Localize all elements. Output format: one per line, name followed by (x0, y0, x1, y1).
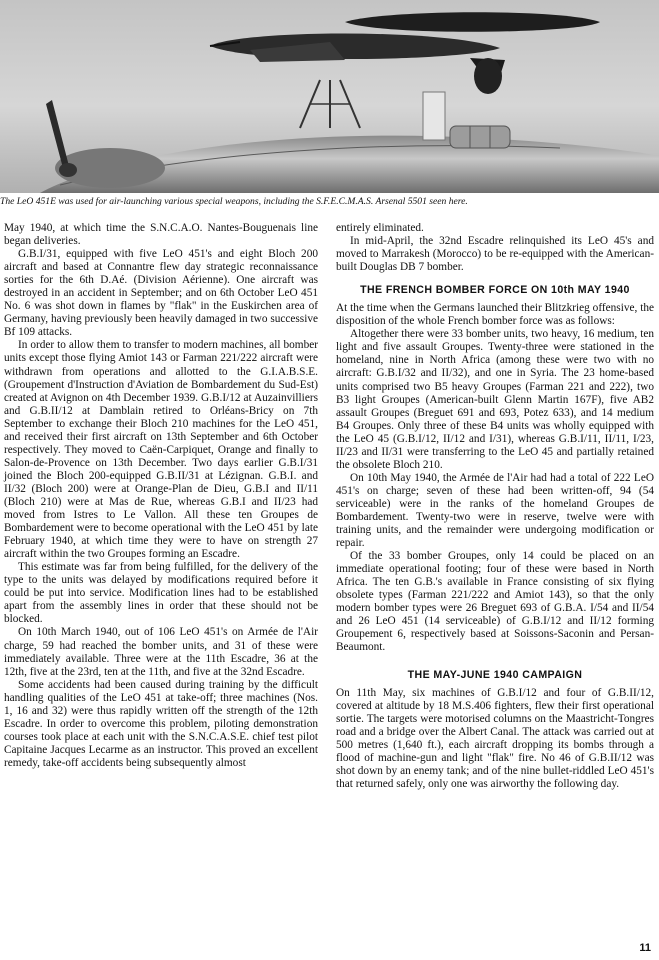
aircraft-photo (0, 0, 659, 193)
paragraph: On 11th May, six machines of G.B.I/12 and four of G.B.II/12, covered at altitude by 18 M.S.406 fighters, flew their first operational sortie. The targets were motorised columns on the Maastricht-Tongres road and a bridge over the Albert Canal. The attack was carried out at 500 metres (1,640 ft.), each aircraft dropping its bombs through a flood of machine-gun and light "flak" fire. No 46 of G.B.II/12 was shot down by an enemy tank; and of the nine bullet-riddled LeO 451's that returned safely, only one was airworthy the following day. (336, 686, 654, 790)
paragraph: In mid-April, the 32nd Escadre relinquished its LeO 45's and moved to Marrakesh (Morocco) to be re-equipped with the American-built Douglas DB 7 bomber. (336, 235, 654, 274)
paragraph: Of the 33 bomber Groupes, only 14 could be placed on an immediate operational footing; four of these were based in North Africa. The ten G.B.'s available in France consisting of six flying obsolete types (Farman 221/222 and Amiot 143), so that the only modern bomber types were 26 Breguet 693 of G.B.A. I/54 and II/54 and 26 LeO 451 (14 serviceable) of G.B.I/12 and II/12 forming Groupement 6, respectively based at Soissons-Saconin and Persan-Beaumont. (336, 550, 654, 654)
paragraph: This estimate was far from being fulfilled, for the delivery of the type to the units was delayed by modifications required before it could be put into service. Modification lines had to be established apart from the assembly lines in order that these should not be blocked. (4, 561, 318, 626)
photo-caption: The LeO 451E was used for air-launching various special weapons, including the S.F.E.C.M.A.S. Arsenal 5501 seen here. (0, 196, 468, 207)
paragraph: entirely eliminated. (336, 222, 424, 234)
paragraph: Some accidents had been caused during training by the difficult handling qualities of the LeO 451 at take-off; three machines (Nos. 1, 16 and 32) were thus rapidly written off the strength of the 12th Escadre. In order to overcome this problem, piloting demonstration courses took place at each unit with the S.N.C.A.S.E. chief test pilot Capitaine Jacques Lecarme as an instructor. This proved an excellent remedy, take-off accidents being subsequently almost (4, 678, 318, 769)
section-heading: THE FRENCH BOMBER FORCE ON 10th MAY 1940 (360, 284, 630, 297)
paragraph: May 1940, at which time the S.N.C.A.O. Nantes-Bouguenais line began deliveries. (4, 222, 318, 248)
paragraph: In order to allow them to transfer to modern machines, all bomber units except those flying Amiot 143 or Farman 221/222 aircraft were withdrawn from operations and allotted to the G.I.A.B.S.E. (Groupement d'Instruction d'Aviation de Bombardement du Sud-Est) created at Avignon on 4th December 1939. G.B.I/12 at Auzainvilliers and G.B.II/12 at Damblain retired to Orléans-Bricy on 7th September to exchange their Bloch 210 machines for the LeO 451, and received their first aircraft on 13th September and 6th October respectively. They moved to Caën-Carpiquet, Orange and finally to Salon-de-Provence on 13th December. Two days earlier G.B.I/31 joined the Bloch 200-equipped G.B.II/31 at Lézignan. G.B.I. and II/32 (Bloch 200) were at Orange-Plan de Dieu, G.B.I and II/11 (Bloch 210) were at Mas de Rue, whereas G.B.I and II/23 had moved from Istres to Le Vallon. All these ten Groupes de Bombardement were to become operational with the LeO 451 by late February 1940, at which time they were to have on strength 27 aircraft within the two Groupes forming an Escadre. (4, 339, 318, 561)
right-column (336, 222, 654, 791)
paragraph: G.B.I/31, equipped with five LeO 451's and eight Bloch 200 aircraft and based at Connantre flew day strategic reconnaissance sorties for the 6th D.Aé. (Division Aérienne). One aircraft was destroyed in an accident in September; and on 6th October LeO 451 No. 6 was shot down in flames by "flak" in the Euskirchen area of Germany, having previously been heavily damaged in two successive Bf 109 attacks. (4, 248, 318, 339)
aircraft-photo-icon (0, 0, 659, 193)
left-column (4, 222, 318, 770)
paragraph: On 10th May 1940, the Armée de l'Air had had a total of 222 LeO 451's on charge; seven of these had been written-off, 94 (54 serviceable) were in the ranks of the homeland Groupes de Bombardement. Twenty-two were in reserve, twelve were with training units, and the remainder were undergoing modification or repair. (336, 471, 654, 550)
paragraph: Altogether there were 33 bomber units, two heavy, 16 medium, ten light and five assault Groupes. Twenty-three were stationed in the homeland, nine in North Africa (among these were two with no aircraft: G.B.I/32 and II/32), and one in Syria. The 23 home-based units comprised two B5 heavy Groupes (Farman 221 and 222), two B3 light Groupes (American-built Glenn Martin 167F), five AB2 assault Groupes (Breguet 691 and 693, Potez 633), and 14 medium B4 Groupes. Only three of these B4 units was wholly equipped with the LeO 45 (G.B.I/12, II/12 and I/31), whereas G.B.I/11, II/11, I/23, II/23 and II/31 were transferring to the LeO 45 and partially retained the obsolete Bloch 210. (336, 328, 654, 471)
page-number: 11 (639, 942, 651, 954)
paragraph: At the time when the Germans launched their Blitzkrieg offensive, the disposition of the whole French bomber force was as follows: (336, 302, 654, 328)
paragraph: On 10th March 1940, out of 106 LeO 451's on Armée de l'Air charge, 59 had reached the bomber units, and 31 of these were immediately available. Three were at the 11th Escadre, 36 at the 12th, five at the 23rd, ten at the 11th, and five at the 32nd Escadre. (4, 626, 318, 678)
section-heading: THE MAY-JUNE 1940 CAMPAIGN (407, 668, 583, 681)
